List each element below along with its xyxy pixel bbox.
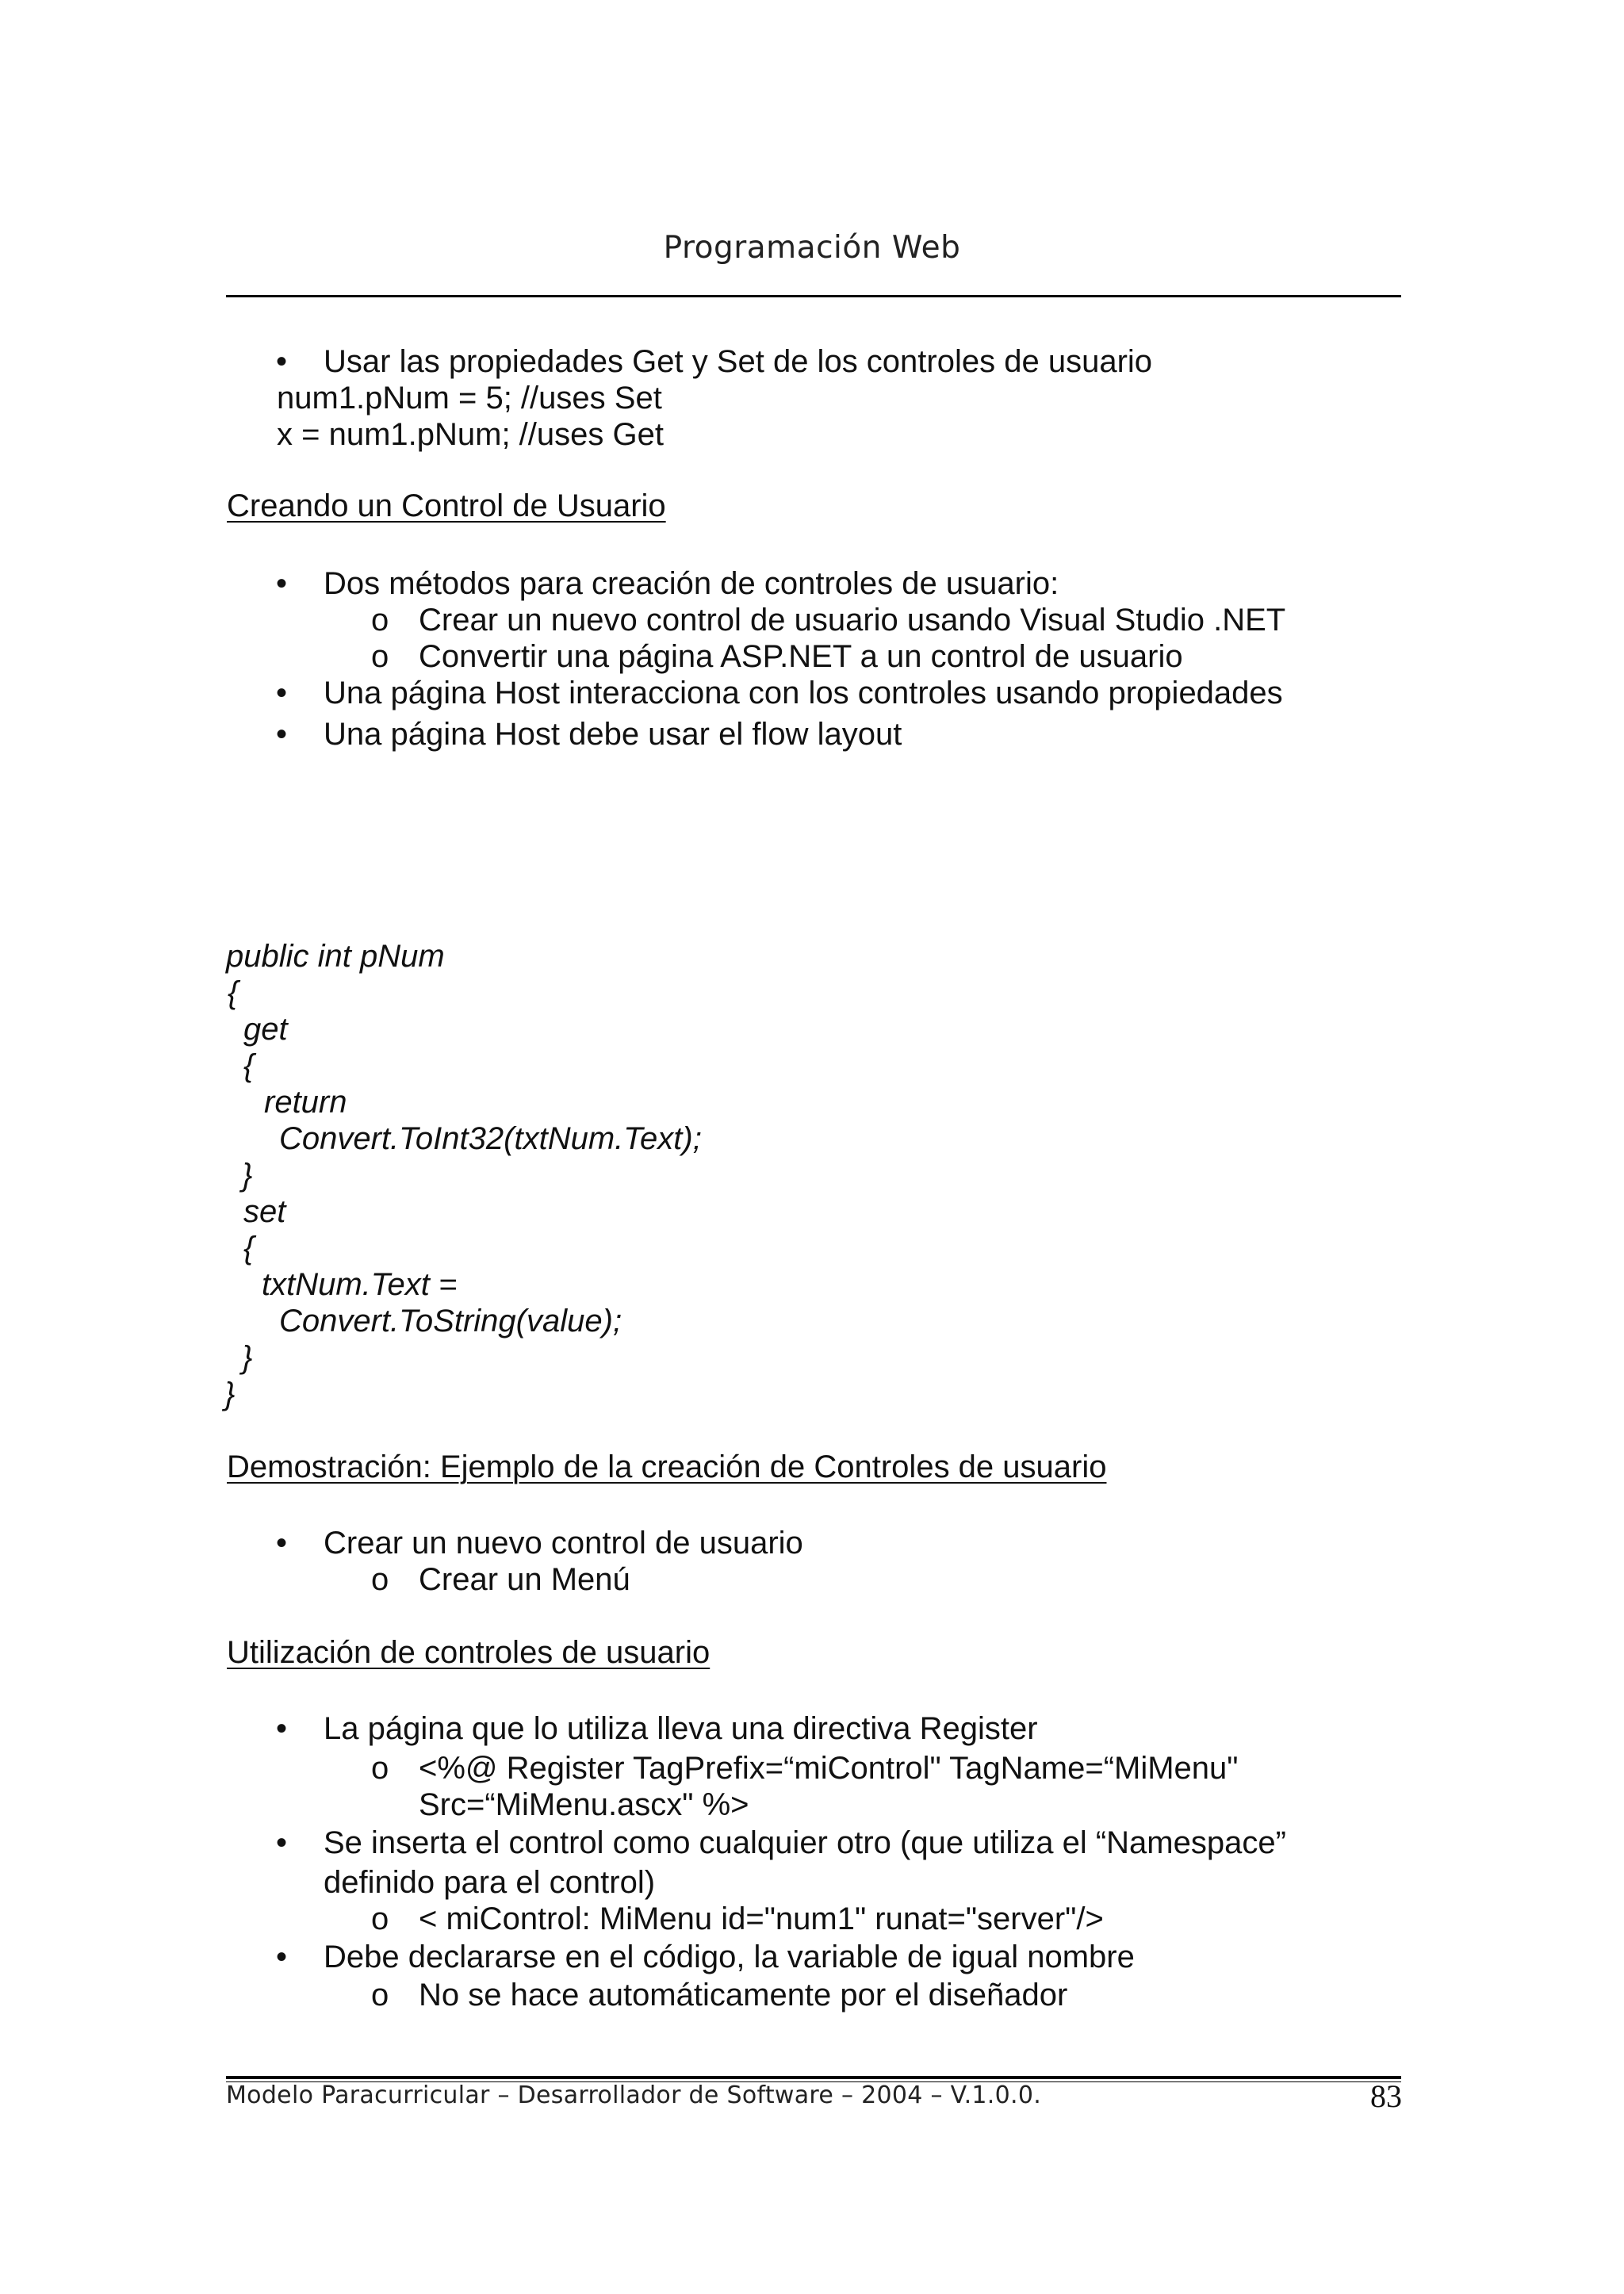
code-line: { [228, 975, 239, 1010]
sub-list-item-continuation: Src=“MiMenu.ascx" %> [419, 1787, 749, 1822]
bullet-marker: • [276, 566, 288, 601]
code-line: get [243, 1012, 288, 1047]
code-line: Convert.ToString(value); [279, 1304, 622, 1338]
section-heading: Creando un Control de Usuario [227, 488, 666, 523]
bullet-marker: • [276, 1940, 288, 1974]
bullet-marker: • [276, 1526, 288, 1561]
list-item: Una página Host interacciona con los controles usando propiedades [324, 676, 1283, 710]
sub-list-item: No se hace automáticamente por el diseñador [419, 1978, 1068, 2013]
sub-bullet-marker: o [371, 1978, 389, 2013]
list-item: Una página Host debe usar el flow layout [324, 717, 902, 752]
sub-bullet-marker: o [371, 639, 389, 674]
list-item: La página que lo utiliza lleva una directiva Register [324, 1711, 1038, 1746]
sub-list-item: <%@ Register TagPrefix=“miControl" TagName=“MiMenu" [419, 1751, 1239, 1786]
list-item: Debe declararse en el código, la variable de igual nombre [324, 1940, 1135, 1974]
list-item: Usar las propiedades Get y Set de los controles de usuario [324, 344, 1153, 379]
sub-bullet-marker: o [371, 603, 389, 638]
code-line: } [242, 1340, 253, 1375]
code-line: Convert.ToInt32(txtNum.Text); [279, 1121, 702, 1156]
code-line: { [243, 1231, 255, 1266]
code-line: return [264, 1085, 347, 1120]
code-line: num1.pNum = 5; //uses Set [277, 381, 662, 416]
page-header-title: Programación Web [663, 230, 961, 266]
bullet-marker: • [276, 1711, 288, 1746]
code-line: } [242, 1158, 253, 1193]
code-line: txtNum.Text = [262, 1267, 458, 1302]
sub-list-item: Crear un Menú [419, 1562, 630, 1597]
list-item: Se inserta el control como cualquier otro (que utiliza el “Namespace” [324, 1825, 1286, 1860]
list-item: Dos métodos para creación de controles de usuario: [324, 566, 1059, 601]
code-line: { [243, 1048, 255, 1083]
code-line: public int pNum [226, 939, 445, 974]
code-line: set [243, 1194, 286, 1229]
page-number: 83 [1370, 2078, 1402, 2114]
bullet-marker: • [276, 1825, 288, 1860]
code-line: x = num1.pNum; //uses Get [277, 417, 664, 452]
bullet-marker: • [276, 717, 288, 752]
list-item: Crear un nuevo control de usuario [324, 1526, 803, 1561]
bullet-marker: • [276, 344, 288, 379]
sub-bullet-marker: o [371, 1562, 389, 1597]
list-item-continuation: definido para el control) [324, 1865, 656, 1900]
sub-list-item: Convertir una página ASP.NET a un control de usuario [419, 639, 1183, 674]
section-heading: Utilización de controles de usuario [227, 1635, 710, 1670]
sub-list-item: Crear un nuevo control de usuario usando Visual Studio .NET [419, 603, 1286, 638]
header-divider [226, 295, 1401, 297]
footer-text: Modelo Paracurricular – Desarrollador de Software – 2004 – V.1.0.0. [226, 2081, 1042, 2109]
bullet-marker: • [276, 676, 288, 710]
section-heading: Demostración: Ejemplo de la creación de Controles de usuario [227, 1450, 1107, 1484]
sub-list-item: < miControl: MiMenu id="num1" runat="server"/> [419, 1901, 1104, 1936]
sub-bullet-marker: o [371, 1901, 389, 1936]
footer-divider [226, 2076, 1401, 2079]
code-line: } [224, 1377, 236, 1411]
sub-bullet-marker: o [371, 1751, 389, 1786]
